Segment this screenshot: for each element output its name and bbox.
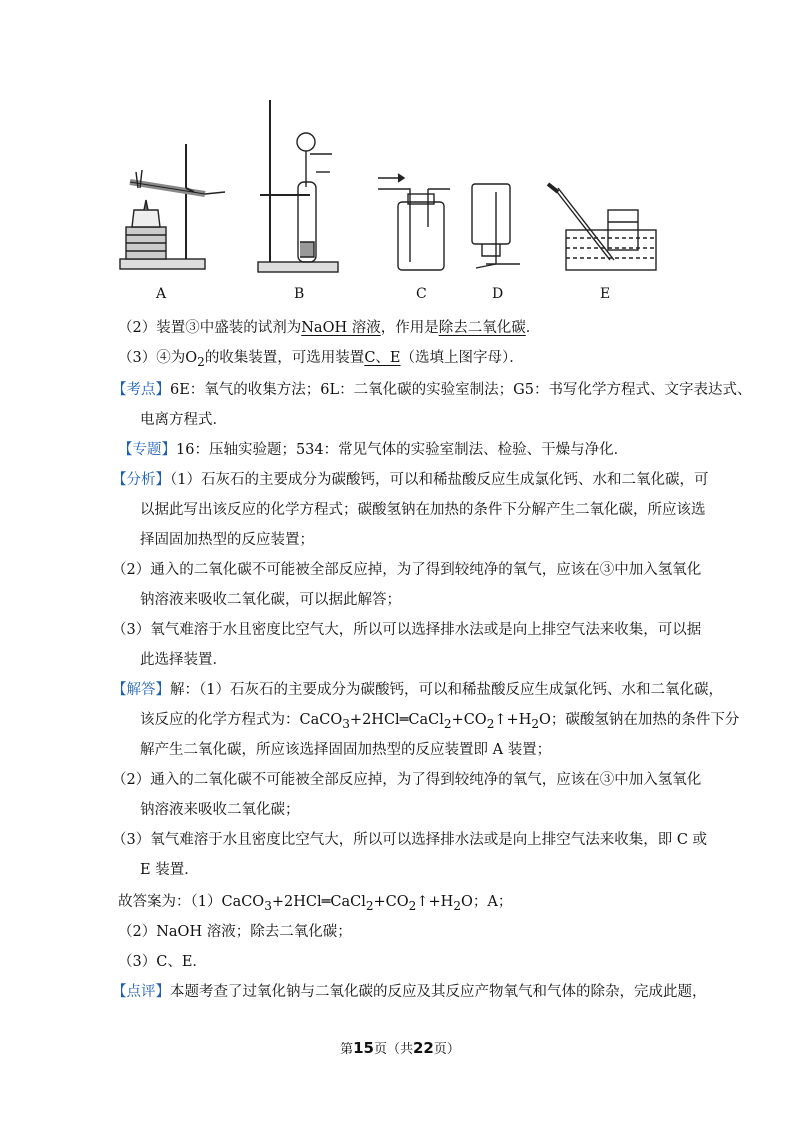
jieda-line-4: （2）通入的二氧化碳不可能被全部反应掉，为了得到较纯净的氧气，应该在③中加入氢氧化 — [112, 772, 702, 788]
answer-line-3: （3）C、E． — [118, 954, 207, 970]
apparatus-illustration — [110, 92, 670, 307]
jieda-tag: 【解答】 — [112, 682, 170, 698]
jieda-line-6: （3）氧气难溶于水且密度比空气大，所以可以选择排水法或是向上排空气法来收集，即 C 或 — [112, 832, 708, 848]
label-b: B — [294, 286, 305, 302]
answer-q2-reagent: NaOH 溶液 — [301, 320, 381, 336]
fenxi-tag: 【分析】 — [112, 472, 170, 488]
apparatus-e — [548, 184, 656, 270]
question-2: （2）装置③中盛装的试剂为NaOH 溶液，作用是除去二氧化碳． — [118, 320, 541, 336]
apparatus-c — [378, 174, 450, 270]
jieda-line-3: 解产生二氧化碳，所应该选择固固加热型的反应装置即 A 装置； — [140, 742, 552, 758]
zhuanti-tag: 【专题】 — [118, 442, 176, 458]
fenxi-line-3: 择固固加热型的反应装置； — [140, 532, 314, 548]
fenxi-section: 【分析】（1）石灰石的主要成分为碳酸钙，可以和稀盐酸反应生成氯化钙、水和二氧化碳，可 — [112, 472, 709, 488]
fenxi-line-6: （3）氧气难溶于水且密度比空气大，所以可以选择排水法或是向上排空气法来收集，可以据 — [112, 622, 702, 638]
fenxi-line-5: 钠溶液来吸收二氧化碳，可以据此解答； — [140, 592, 401, 608]
fenxi-line-2: 以据此写出该反应的化学方程式；碳酸氢钠在加热的条件下分解产生二氧化碳，所应该选 — [140, 502, 706, 518]
page-footer: 第15页（共22页） — [340, 1039, 460, 1057]
apparatus-b — [258, 100, 338, 272]
page-total: 22 — [413, 1039, 434, 1057]
jieda-line-7: E 装置． — [140, 862, 199, 878]
label-d: D — [492, 286, 504, 302]
jieda-line-2: 该反应的化学方程式为：$CaCO_3+2HCl═CaCl_2+CO_2↑+H_2O$；碳酸氢钠在加热的条件下分 — [140, 712, 740, 731]
answer-q3: C、E — [364, 350, 401, 366]
question-3: （3）④为$O_2$的收集装置，可选用装置C、E（选填上图字母）． — [118, 350, 524, 369]
label-e: E — [600, 286, 611, 302]
apparatus-figure — [110, 92, 670, 307]
label-a: A — [156, 286, 167, 302]
answer-q2-purpose: 除去二氧化碳 — [438, 320, 526, 336]
kaodian-tag: 【考点】 — [112, 382, 170, 398]
jieda-section: 【解答】解：（1）石灰石的主要成分为碳酸钙，可以和稀盐酸反应生成氯化钙、水和二氧化碳， — [112, 682, 723, 698]
apparatus-a — [120, 144, 225, 269]
answer-line-2: （2）NaOH 溶液；除去二氧化碳； — [118, 924, 352, 940]
jieda-line-5: 钠溶液来吸收二氧化碳； — [140, 802, 300, 818]
apparatus-d — [472, 184, 520, 268]
page-number: 15 — [353, 1039, 374, 1057]
zhuanti-section: 【专题】16：压轴实验题；534：常见气体的实验室制法、检验、干燥与净化． — [118, 442, 629, 458]
kaodian-section: 【考点】6E：氧气的收集方法；6L：二氧化碳的实验室制法；G5：书写化学方程式、文字表达式、 — [112, 382, 752, 398]
answer-line-1: 故答案为：$(1)CaCO_3+2HCl═CaCl_2+CO_2↑+H_2O$；A； — [118, 894, 513, 913]
dianping-section: 【点评】本题考查了过氧化钠与二氧化碳的反应及其反应产物氧气和气体的除杂，完成此题， — [112, 984, 707, 1000]
dianping-tag: 【点评】 — [112, 984, 170, 1000]
fenxi-line-4: （2）通入的二氧化碳不可能被全部反应掉，为了得到较纯净的氧气，应该在③中加入氢氧化 — [112, 562, 702, 578]
kaodian-text-2: 电离方程式． — [140, 412, 227, 428]
label-c: C — [416, 286, 427, 302]
fenxi-line-7: 此选择装置． — [140, 652, 227, 668]
